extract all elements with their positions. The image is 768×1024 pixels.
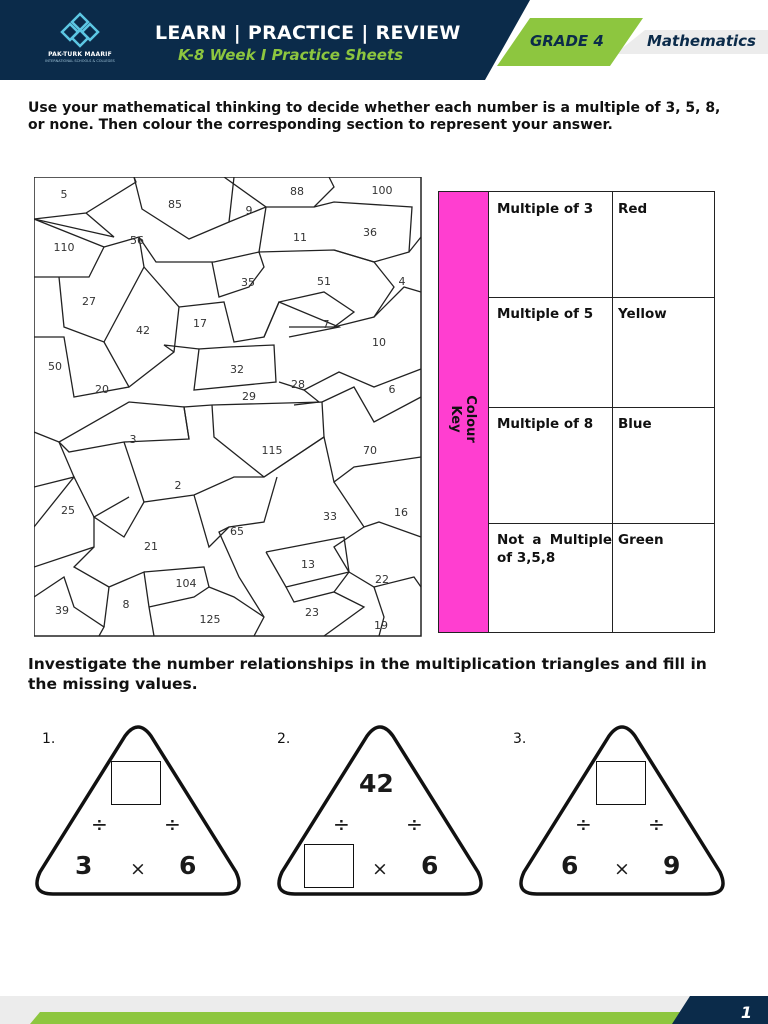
- puzzle-number: 16: [394, 506, 408, 519]
- puzzle-number: 85: [168, 198, 182, 211]
- investigate-text: Investigate the number relationships in the multiplication triangles and fill in the missing values.: [28, 655, 707, 693]
- logo-text: PAK-TURK MAARIF: [48, 51, 112, 58]
- puzzle-number: 8: [122, 598, 130, 611]
- logo-subtext: INTERNATIONAL SCHOOLS & COLLEGES: [45, 59, 115, 63]
- puzzle-number: 33: [323, 510, 337, 523]
- key-condition-3: Multiple of 3: [497, 201, 594, 217]
- missing-value-box[interactable]: [304, 844, 354, 888]
- puzzle-number: 11: [293, 231, 307, 244]
- table-row-divider: [489, 407, 715, 408]
- triangle-3-label: 3.: [513, 731, 527, 747]
- puzzle-number: 2: [174, 479, 182, 492]
- puzzle-number: 110: [53, 241, 75, 254]
- puzzle-number: 42: [136, 324, 150, 337]
- subject-label: Mathematics: [647, 32, 756, 50]
- instructions-text: Use your mathematical thinking to decide whether each number is a multiple of 3, 5, 8, or none. Then colour the corresponding section to represent your answer.: [28, 100, 721, 133]
- puzzle-number: 36: [363, 226, 377, 239]
- puzzle-number: 125: [199, 613, 221, 626]
- puzzle-number: 6: [388, 383, 396, 396]
- triangle-1-label: 1.: [42, 731, 56, 747]
- table-divider: [612, 192, 613, 632]
- puzzle-number: 70: [363, 444, 377, 457]
- multiplication-triangle-3: [517, 722, 727, 898]
- puzzle-number: 56: [130, 234, 144, 247]
- table-row-divider: [489, 297, 715, 298]
- grade-label: GRADE 4: [530, 32, 604, 50]
- triangle-2-label: 2.: [277, 731, 291, 747]
- puzzle-number: 4: [398, 275, 406, 288]
- triangle-right-value: 6: [421, 851, 439, 880]
- puzzle-number: 7: [322, 318, 330, 331]
- key-colour-yellow: Yellow: [618, 306, 667, 322]
- divide-sign: ÷: [406, 812, 423, 836]
- puzzle-number: 17: [193, 317, 207, 330]
- key-condition-5: Multiple of 5: [497, 306, 594, 322]
- logo-emblem-icon: [48, 10, 112, 50]
- puzzle-number: 25: [61, 504, 75, 517]
- table-row-divider: [489, 523, 715, 524]
- puzzle-number: 23: [305, 606, 319, 619]
- puzzle-number: 3: [129, 433, 137, 446]
- times-sign: ×: [372, 858, 388, 880]
- puzzle-number: 9: [245, 204, 253, 217]
- key-condition-none: Not a Multiple of 3,5,8: [497, 532, 612, 566]
- triangle-left-value: 6: [561, 851, 579, 880]
- puzzle-number: 100: [371, 184, 393, 197]
- triangle-left-value: 3: [75, 851, 93, 880]
- key-colour-blue: Blue: [618, 416, 652, 432]
- puzzle-number: 104: [175, 577, 197, 590]
- puzzle-number: 27: [82, 295, 96, 308]
- puzzle-number: 35: [241, 276, 255, 289]
- multiplication-triangle-2: [275, 722, 485, 898]
- logo: [45, 10, 115, 66]
- puzzle-number: 20: [95, 383, 109, 396]
- puzzle-number: 5: [60, 188, 68, 201]
- puzzle-number: 13: [301, 558, 315, 571]
- puzzle-number: 88: [290, 185, 304, 198]
- times-sign: ×: [130, 858, 146, 880]
- puzzle-number: 51: [317, 275, 331, 288]
- divide-sign: ÷: [333, 812, 350, 836]
- puzzle-number: 50: [48, 360, 62, 373]
- colour-key-bar: [439, 192, 489, 632]
- key-colour-green: Green: [618, 532, 664, 548]
- divide-sign: ÷: [164, 812, 181, 836]
- header-title: LEARN | PRACTICE | REVIEW: [155, 22, 461, 44]
- key-condition-8: Multiple of 8: [497, 416, 594, 432]
- puzzle-number: 19: [374, 619, 388, 632]
- colour-puzzle: [34, 177, 422, 637]
- puzzle-number: 115: [261, 444, 283, 457]
- header-subtitle: K-8 Week I Practice Sheets: [178, 46, 404, 64]
- puzzle-number: 10: [372, 336, 386, 349]
- triangle-right-value: 9: [663, 851, 681, 880]
- missing-value-box[interactable]: [111, 761, 161, 805]
- puzzle-number: 21: [144, 540, 158, 553]
- puzzle-number: 29: [242, 390, 256, 403]
- triangle-top-value: 42: [359, 769, 394, 798]
- puzzle-number: 39: [55, 604, 69, 617]
- divide-sign: ÷: [575, 812, 592, 836]
- key-colour-red: Red: [618, 201, 648, 217]
- colour-key-label: Colour Key: [448, 395, 478, 443]
- times-sign: ×: [614, 858, 630, 880]
- divide-sign: ÷: [91, 812, 108, 836]
- puzzle-number: 32: [230, 363, 244, 376]
- colour-key-table: [438, 191, 715, 633]
- multiplication-triangle-1: [33, 722, 243, 898]
- triangle-right-value: 6: [179, 851, 197, 880]
- page-number: 1: [740, 1003, 752, 1022]
- divide-sign: ÷: [648, 812, 665, 836]
- puzzle-number: 65: [230, 525, 244, 538]
- puzzle-number: 22: [375, 573, 389, 586]
- puzzle-number: 28: [291, 378, 305, 391]
- footer-banner: [0, 992, 768, 1024]
- missing-value-box[interactable]: [596, 761, 646, 805]
